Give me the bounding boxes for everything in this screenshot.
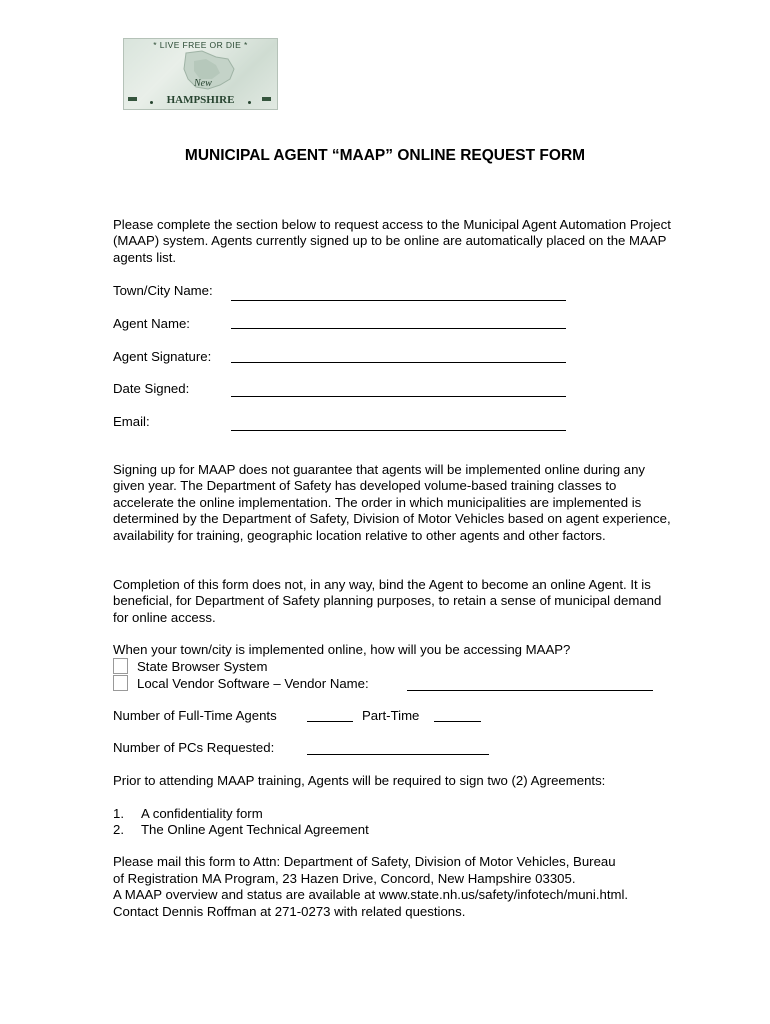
town-label: Town/City Name: [113, 283, 213, 298]
plate-new-script: New [194, 78, 212, 89]
part-time-label: Part-Time [362, 708, 420, 723]
town-input-line[interactable] [231, 300, 566, 301]
full-time-label: Number of Full-Time Agents [113, 708, 277, 723]
plate-sticker-right [262, 97, 271, 101]
agent-name-label: Agent Name: [113, 316, 190, 331]
agent-name-input-line[interactable] [231, 328, 566, 329]
mail-instructions-line-1: Please mail this form to Attn: Department of Safety, Division of Motor Vehicles, Bureau [113, 854, 616, 869]
plate-motto: * LIVE FREE OR DIE * [153, 40, 248, 50]
vendor-software-checkbox[interactable] [113, 675, 128, 691]
agreement-item: The Online Agent Technical Agreement [141, 822, 369, 837]
state-browser-label: State Browser System [137, 659, 268, 674]
page-title: MUNICIPAL AGENT “MAAP” ONLINE REQUEST FORM [184, 147, 586, 164]
nh-license-plate-logo [123, 38, 278, 110]
guarantee-paragraph: Signing up for MAAP does not guarantee that agents will be implemented online during any given year. The Department of Safety has developed volume-based training classes to accelerate the online implementation. The order in which municipalities are implemented is determined by the Department of Safety, Division of Motor Vehicles based on agent experience, availability for training, geographic location relative to other agents and other factors. [113, 462, 671, 543]
vendor-software-label: Local Vendor Software – Vendor Name: [137, 676, 369, 691]
email-input-line[interactable] [231, 430, 566, 431]
intro-paragraph: Please complete the section below to request access to the Municipal Agent Automation Project (MAAP) system. Agents currently signed up to be online are automatically placed on the MAAP agents list. [113, 217, 671, 265]
pcs-label: Number of PCs Requested: [113, 740, 275, 755]
signature-input-line[interactable] [231, 362, 566, 363]
agreement-number: 1. [113, 806, 124, 821]
pcs-input-line[interactable] [307, 754, 489, 755]
signature-label: Agent Signature: [113, 349, 212, 364]
date-label: Date Signed: [113, 381, 190, 396]
plate-state-name: HAMPSHIRE [166, 94, 235, 106]
overview-link-text: A MAAP overview and status are available at www.state.nh.us/safety/infotech/muni.html. [113, 887, 629, 902]
full-time-input-line[interactable] [307, 721, 353, 722]
state-browser-checkbox[interactable] [113, 658, 128, 674]
part-time-input-line[interactable] [434, 721, 481, 722]
agreements-intro: Prior to attending MAAP training, Agents will be required to sign two (2) Agreements: [113, 773, 606, 788]
email-label: Email: [113, 414, 150, 429]
completion-paragraph: Completion of this form does not, in any way, bind the Agent to become an online Agent. It is beneficial, for Department of Safety planning purposes, to retain a sense of municipal demand for online access. [113, 577, 662, 625]
date-input-line[interactable] [231, 396, 566, 397]
access-question: When your town/city is implemented online, how will you be accessing MAAP? [113, 642, 571, 657]
agreement-item: A confidentiality form [141, 806, 263, 821]
contact-text: Contact Dennis Roffman at 271-0273 with related questions. [113, 904, 466, 919]
mail-instructions-line-2: of Registration MA Program, 23 Hazen Drive, Concord, New Hampshire 03305. [113, 871, 576, 886]
plate-dot-right [248, 101, 251, 104]
vendor-name-input-line[interactable] [407, 690, 653, 691]
agreement-number: 2. [113, 822, 124, 837]
